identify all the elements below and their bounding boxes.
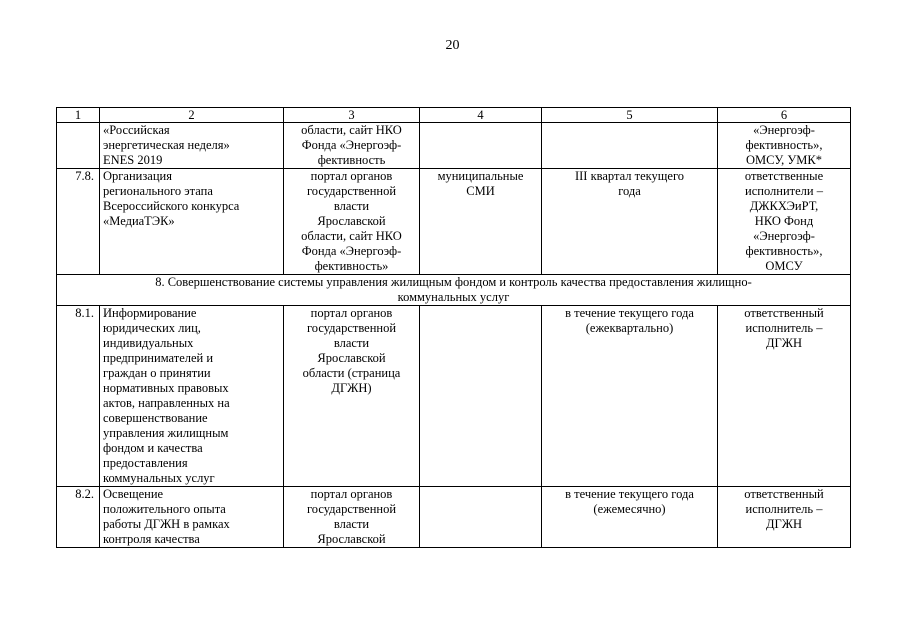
media-cell — [420, 306, 542, 487]
media-cell — [420, 487, 542, 548]
column-header: 3 — [284, 108, 420, 123]
executor-cell: ответственный исполнитель – ДГЖН — [718, 306, 851, 487]
period-cell — [542, 123, 718, 169]
page-number: 20 — [445, 38, 460, 53]
media-cell: муниципальные СМИ — [420, 169, 542, 275]
executor-cell: ответственный исполнитель – ДГЖН — [718, 487, 851, 548]
column-header: 6 — [718, 108, 851, 123]
executor-cell: «Энергоэф- фективность», ОМСУ, УМК* — [718, 123, 851, 169]
column-header: 1 — [57, 108, 100, 123]
column-header: 5 — [542, 108, 718, 123]
section-title: 8. Совершенствование системы управления жилищным фондом и контроль качества предоставления жилищно- коммунальных услуг — [57, 275, 851, 306]
source-cell: области, сайт НКО Фонда «Энергоэф- фективность — [284, 123, 420, 169]
event-cell: «Российская энергетическая неделя» ENES 2019 — [100, 123, 284, 169]
row-number: 7.8. — [57, 169, 100, 275]
source-cell: портал органов государственной власти Ярославской области, сайт НКО Фонда «Энергоэф- фективность» — [284, 169, 420, 275]
period-cell: III квартал текущего года — [542, 169, 718, 275]
table-row — [57, 123, 851, 169]
event-cell: Освещение положительного опыта работы ДГЖН в рамках контроля качества — [100, 487, 284, 548]
section-row — [57, 275, 851, 306]
event-cell: Организация регионального этапа Всероссийского конкурса «МедиаТЭК» — [100, 169, 284, 275]
row-number — [57, 123, 100, 169]
table-header-row — [57, 108, 851, 123]
source-cell: портал органов государственной власти Ярославской — [284, 487, 420, 548]
column-header: 2 — [100, 108, 284, 123]
row-number: 8.1. — [57, 306, 100, 487]
action-plan-table — [56, 107, 851, 548]
table-row — [57, 169, 851, 275]
table-row — [57, 306, 851, 487]
period-cell: в течение текущего года (ежеквартально) — [542, 306, 718, 487]
media-cell — [420, 123, 542, 169]
row-number: 8.2. — [57, 487, 100, 548]
event-cell: Информирование юридических лиц, индивидуальных предпринимателей и граждан о принятии нормативных правовых актов, направленных на совершенствование управления жилищным фондом и качества предоставления коммунальных услуг — [100, 306, 284, 487]
period-cell: в течение текущего года (ежемесячно) — [542, 487, 718, 548]
source-cell: портал органов государственной власти Ярославской области (страница ДГЖН) — [284, 306, 420, 487]
table-row — [57, 487, 851, 548]
column-header: 4 — [420, 108, 542, 123]
executor-cell: ответственные исполнители – ДЖКХЭиРТ, НКО Фонд «Энергоэф- фективность», ОМСУ — [718, 169, 851, 275]
